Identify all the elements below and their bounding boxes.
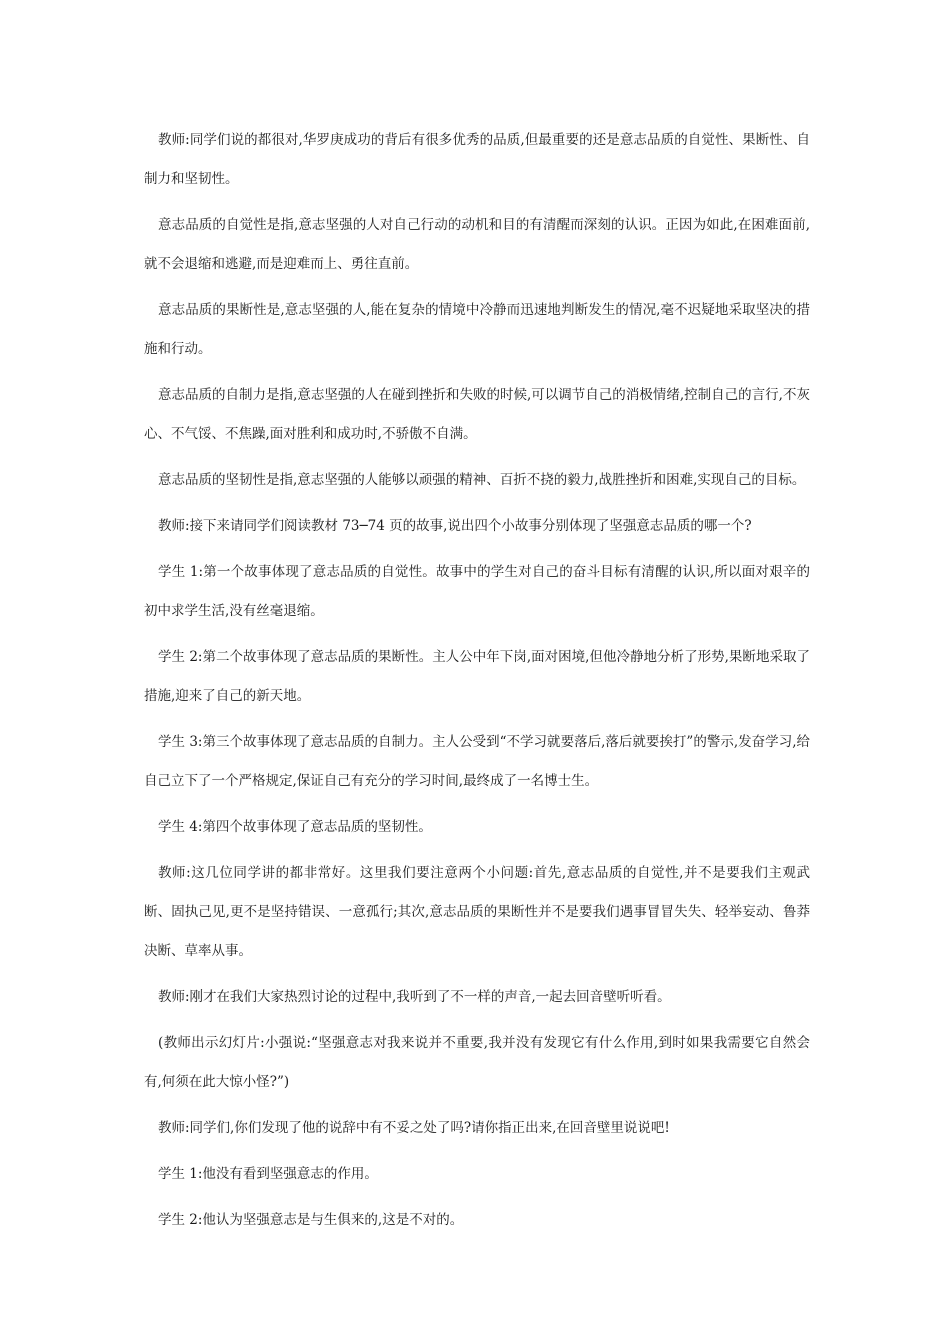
document-body bbox=[144, 121, 810, 1247]
paragraph-student-3-story: 学生 3:第三个故事体现了意志品质的自制力。主人公受到“不学习就要落后,落后就要挨打”的警示,发奋学习,给自己立下了一个严格规定,保证自己有充分的学习时间,最终成了一名博士生。 bbox=[144, 734, 810, 789]
paragraph-teacher-echo-wall: 教师:刚才在我们大家热烈讨论的过程中,我听到了不一样的声音,一起去回音壁听听看。 bbox=[158, 989, 671, 1005]
paragraph-student-4-story: 学生 4:第四个故事体现了意志品质的坚韧性。 bbox=[158, 819, 432, 835]
paragraph-consciousness: 意志品质的自觉性是指,意志坚强的人对自己行动的动机和目的有清醒而深刻的认识。正因为如此,在困难面前,就不会退缩和逃避,而是迎难而上、勇往直前。 bbox=[144, 217, 810, 272]
paragraph-teacher-question: 教师:同学们,你们发现了他的说辞中有不妥之处了吗?请你指正出来,在回音壁里说说吧! bbox=[158, 1120, 670, 1136]
paragraph-perseverance: 意志品质的坚韧性是指,意志坚强的人能够以顽强的精神、百折不挠的毅力,战胜挫折和困难,实现自己的目标。 bbox=[158, 472, 806, 488]
paragraph-teacher-notes: 教师:这几位同学讲的都非常好。这里我们要注意两个小问题:首先,意志品质的自觉性,并不是要我们主观武断、固执己见,更不是坚持错误、一意孤行;其次,意志品质的果断性并不是要我们遇事冒冒失失、轻举妄动、鲁莽决断、草率从事。 bbox=[144, 865, 810, 959]
paragraph-student-1-story: 学生 1:第一个故事体现了意志品质的自觉性。故事中的学生对自己的奋斗目标有清醒的认识,所以面对艰辛的初中求学生活,没有丝毫退缩。 bbox=[144, 564, 810, 619]
paragraph-decisiveness: 意志品质的果断性是,意志坚强的人,能在复杂的情境中冷静而迅速地判断发生的情况,毫不迟疑地采取坚决的措施和行动。 bbox=[144, 302, 810, 357]
paragraph-student-2-story: 学生 2:第二个故事体现了意志品质的果断性。主人公中年下岗,面对困境,但他冷静地分析了形势,果断地采取了措施,迎来了自己的新天地。 bbox=[144, 649, 810, 704]
paragraph-self-control: 意志品质的自制力是指,意志坚强的人在碰到挫折和失败的时候,可以调节自己的消极情绪,控制自己的言行,不灰心、不气馁、不焦躁,面对胜利和成功时,不骄傲不自满。 bbox=[144, 387, 810, 442]
paragraph-student-2-answer: 学生 2:他认为坚强意志是与生俱来的,这是不对的。 bbox=[158, 1212, 464, 1228]
paragraph-student-1-answer: 学生 1:他没有看到坚强意志的作用。 bbox=[158, 1166, 378, 1182]
paragraph-teacher-reading-task: 教师:接下来请同学们阅读教材 73─74 页的故事,说出四个小故事分别体现了坚强意志品质的哪一个? bbox=[158, 518, 752, 534]
paragraph-teacher-qualities: 教师:同学们说的都很对,华罗庚成功的背后有很多优秀的品质,但最重要的还是意志品质的自觉性、果断性、自制力和坚韧性。 bbox=[144, 132, 810, 187]
paragraph-slide-quote: (教师出示幻灯片:小强说:“坚强意志对我来说并不重要,我并没有发现它有什么作用,到时如果我需要它自然会有,何须在此大惊小怪?”) bbox=[144, 1035, 810, 1090]
